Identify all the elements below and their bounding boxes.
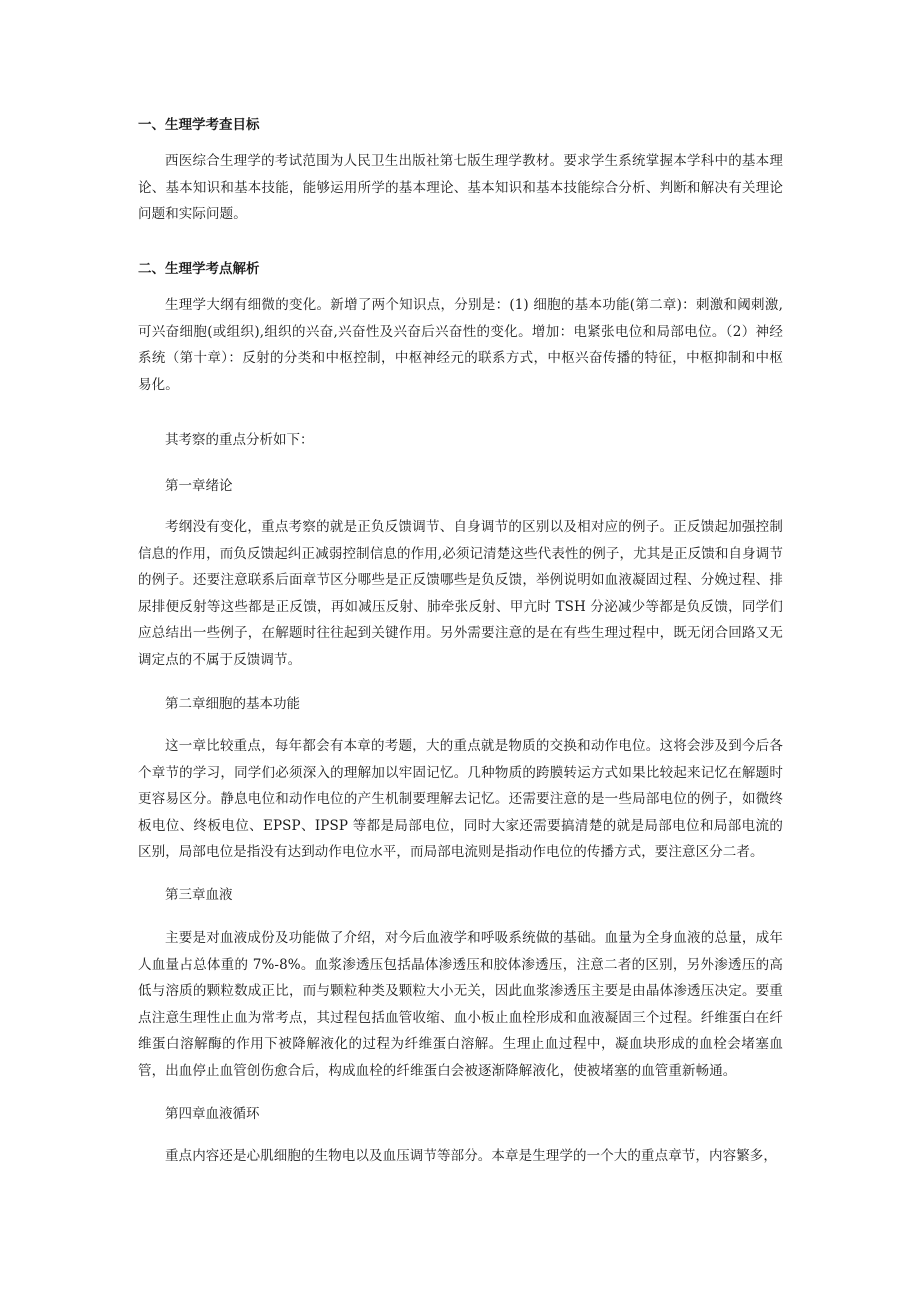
chapter-title-1: 第一章绪论 — [165, 478, 233, 494]
paragraph-focus-intro: 其考察的重点分析如下： — [165, 432, 314, 448]
section-title-objectives: 一、生理学考查目标 — [138, 117, 260, 133]
chapter-text-2: 这一章比较重点，每年都会有本章的考题，大的重点就是物质的交换和动作电位。这将会涉及到今后各个章节的学习，同学们必须深入的理解加以牢固记忆。几种物质的跨膜转运方式如果比较起来记忆在解题时更容易区分。静息电位和动作电位的产生机制要理解去记忆。还需要注意的是一些局部电位的例子，如微终板电位、终板电位、EPSP、IPSP 等都是局部电位，同时大家还需要搞清楚的就是局部电位和局部电流的区别，局部电位是指没有达到动作电位水平，而局部电流则是指动作电位的传播方式，要注意区分二者。 — [138, 738, 783, 860]
chapter-text-3: 主要是对血液成份及功能做了介绍，对今后血液学和呼吸系统做的基础。血量为全身血液的总量，成年人血量占总体重的 7%-8%。血浆渗透压包括晶体渗透压和胶体渗透压，注意二者的区别，另外渗透压的高低与溶质的颗粒数成正比，而与颗粒种类及颗粒大小无关，因此血浆渗透压主要是由晶体渗透压决定。要重点注意生理性止血为常考点，其过程包括血管收缩、血小板止血栓形成和血液凝固三个过程。纤维蛋白在纤维蛋白溶解酶的作用下被降解液化的过程为纤维蛋白溶解。生理止血过程中，凝血块形成的血栓会堵塞血管，出血停止血管创伤愈合后，构成血栓的纤维蛋白会被逐渐降解液化，使被堵塞的血管重新畅通。 — [138, 930, 783, 1079]
chapter-text-1: 考纲没有变化，重点考察的就是正负反馈调节、自身调节的区别以及相对应的例子。正反馈起加强控制信息的作用，而负反馈起纠正减弱控制信息的作用,必须记清楚这些代表性的例子，尤其是正反馈和自身调节的例子。还要注意联系后面章节区分哪些是正反馈哪些是负反馈，举例说明如血液凝固过程、分娩过程、排尿排便反射等这些都是正反馈，再如减压反射、肺牵张反射、甲亢时 TSH 分泌减少等都是负反馈，同学们应总结出一些例子，在解题时往往起到关键作用。另外需要注意的是在有些生理过程中，既无闭合回路又无调定点的不属于反馈调节。 — [138, 519, 783, 668]
chapter-title-3: 第三章血液 — [165, 887, 233, 903]
paragraph-objectives: 西医综合生理学的考试范围为人民卫生出版社第七版生理学教材。要求学生系统掌握本学科中的基本理论、基本知识和基本技能，能够运用所学的基本理论、基本知识和基本技能综合分析、判断和解决有关理论问题和实际问题。 — [138, 153, 783, 222]
chapter-title-2: 第二章细胞的基本功能 — [165, 696, 300, 712]
section-title-analysis: 二、生理学考点解析 — [138, 261, 260, 277]
chapter-text-4: 重点内容还是心肌细胞的生物电以及血压调节等部分。本章是生理学的一个大的重点章节，内容繁多， — [165, 1148, 777, 1164]
paragraph-syllabus-changes: 生理学大纲有细微的变化。新增了两个知识点，分别是：(1) 细胞的基本功能(第二章)：刺激和阈刺激,可兴奋细胞(或组织),组织的兴奋,兴奋性及兴奋后兴奋性的变化。增加：电紧张电位和局部电位。（2）神经系统（第十章）：反射的分类和中枢控制，中枢神经元的联系方式，中枢兴奋传播的特征，中枢抑制和中枢易化。 — [138, 297, 783, 393]
chapter-title-4: 第四章血液循环 — [165, 1106, 260, 1122]
